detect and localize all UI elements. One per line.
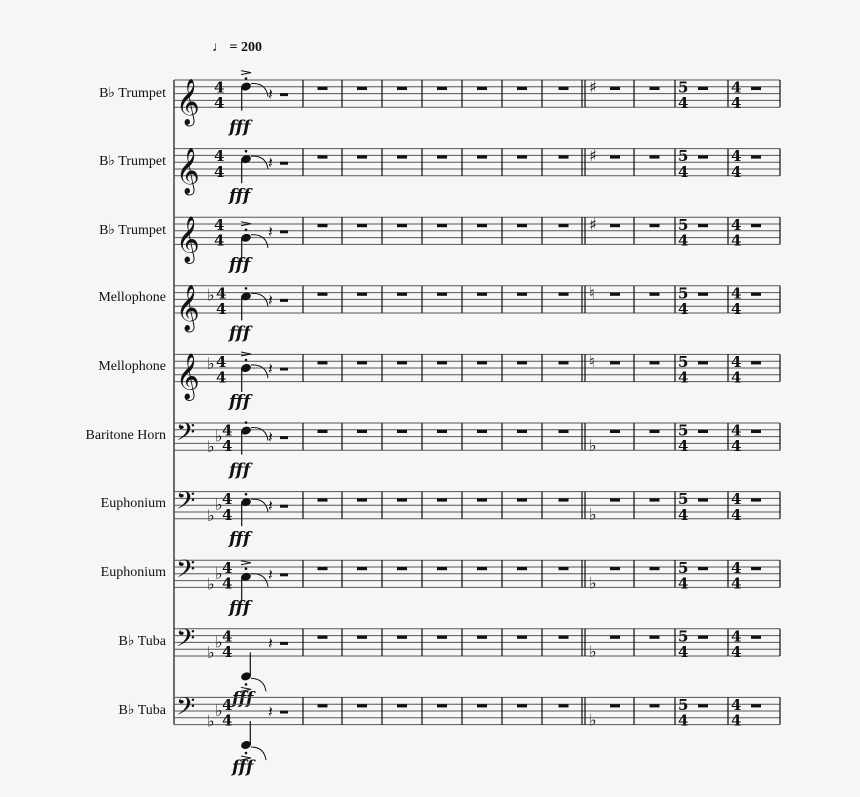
whole-rest	[559, 155, 569, 158]
flat-icon: ♭	[215, 701, 223, 720]
time-signature-bottom: 4	[216, 368, 227, 387]
half-rest	[280, 368, 288, 371]
instrument-label: B♭ Trumpet	[99, 85, 166, 101]
whole-rest	[437, 293, 447, 296]
time-signature-top: 4	[731, 147, 742, 166]
quarter-rest-icon: 𝄽	[268, 564, 273, 584]
whole-rest	[517, 87, 527, 90]
whole-rest	[397, 567, 407, 570]
whole-rest	[698, 430, 708, 433]
time-signature-top: 4	[731, 215, 742, 234]
time-signature-bottom: 4	[214, 162, 225, 181]
whole-rest	[318, 636, 328, 639]
whole-rest	[437, 498, 447, 501]
time-signature-bottom: 4	[731, 300, 742, 318]
time-signature-bottom: 4	[678, 231, 689, 250]
whole-rest	[559, 567, 569, 570]
time-signature-bottom: 4	[678, 711, 689, 730]
treble-clef-icon: 𝄞	[176, 216, 200, 263]
whole-rest	[437, 704, 447, 707]
flat-icon: ♭	[589, 436, 597, 456]
whole-rest	[517, 704, 527, 707]
staff	[174, 697, 780, 760]
treble-clef-icon: 𝄞	[176, 79, 200, 126]
whole-rest	[357, 361, 367, 364]
time-signature-top: 5	[678, 558, 689, 577]
dynamic-marking: fff	[229, 597, 251, 618]
time-signature-bottom: 4	[222, 505, 233, 524]
half-rest	[280, 573, 288, 576]
flat-icon: ♭	[207, 285, 215, 305]
dynamic-marking: fff	[229, 460, 251, 481]
whole-rest	[610, 361, 620, 364]
time-signature-top: 4	[731, 284, 742, 303]
whole-rest	[357, 293, 367, 296]
whole-rest	[698, 293, 708, 296]
flat-icon: ♭	[589, 710, 597, 730]
whole-rest	[318, 87, 328, 90]
half-rest	[280, 642, 288, 645]
time-signature-bottom: 4	[731, 643, 742, 661]
time-signature-top: 5	[678, 490, 689, 509]
fall-off-glissando	[251, 235, 268, 248]
quarter-rest-icon: 𝄽	[268, 427, 273, 447]
whole-rest	[610, 704, 620, 707]
whole-rest	[437, 361, 447, 364]
instrument-label: Mellophone	[98, 359, 166, 374]
instrument-label: Euphonium	[100, 564, 166, 580]
accent-icon	[241, 561, 251, 565]
whole-rest	[318, 224, 328, 227]
staff	[174, 629, 780, 692]
whole-rest	[477, 87, 487, 90]
tempo-marking: ♩ = 200	[212, 40, 262, 55]
time-signature-top: 4	[731, 558, 742, 577]
time-signature-bottom: 4	[222, 643, 233, 661]
whole-rest	[357, 636, 367, 639]
half-rest	[280, 93, 288, 96]
whole-rest	[650, 224, 660, 227]
dynamic-marking: fff	[229, 117, 251, 138]
sharp-icon: ♯	[589, 214, 597, 234]
whole-rest	[559, 430, 569, 433]
treble-clef-icon: 𝄞	[176, 353, 200, 400]
whole-rest	[559, 498, 569, 501]
accent-icon	[241, 71, 251, 75]
flat-icon: ♭	[207, 574, 215, 594]
bass-clef-icon: 𝄢	[176, 623, 196, 659]
instrument-label: Mellophone	[98, 290, 166, 306]
quarter-rest-icon: 𝄽	[268, 84, 273, 104]
whole-rest	[517, 361, 527, 364]
whole-rest	[650, 155, 660, 158]
whole-rest	[650, 704, 660, 707]
whole-rest	[610, 155, 620, 158]
time-signature-bottom: 4	[678, 643, 689, 661]
time-signature-top: 5	[678, 627, 689, 646]
quarter-rest-icon: 𝄽	[268, 359, 273, 378]
fall-off-glissando	[251, 84, 268, 97]
whole-rest	[698, 224, 708, 227]
whole-rest	[437, 224, 447, 227]
whole-rest	[751, 224, 761, 227]
staccato-dot	[245, 287, 248, 290]
natural-icon: ♮	[589, 283, 595, 303]
whole-rest	[698, 704, 708, 707]
staff	[174, 492, 780, 527]
whole-rest	[610, 293, 620, 296]
time-signature-bottom: 4	[678, 94, 689, 113]
time-signature-bottom: 4	[678, 437, 689, 456]
half-rest	[280, 299, 288, 302]
instrument-label: B♭ Trumpet	[99, 222, 166, 238]
flat-icon: ♭	[207, 354, 215, 373]
time-signature-bottom: 4	[222, 574, 233, 593]
whole-rest	[559, 224, 569, 227]
whole-rest	[559, 293, 569, 296]
time-signature-top: 4	[731, 627, 742, 646]
whole-rest	[397, 361, 407, 364]
quarter-rest-icon: 𝄽	[268, 221, 273, 241]
time-signature-bottom: 4	[222, 711, 233, 730]
whole-rest	[650, 87, 660, 90]
time-signature-top: 5	[678, 284, 689, 303]
whole-rest	[559, 636, 569, 639]
time-signature-top: 4	[731, 696, 742, 714]
time-signature-bottom: 4	[731, 437, 742, 456]
flat-icon: ♭	[207, 711, 215, 731]
dynamic-marking: fff	[229, 392, 251, 412]
whole-rest	[751, 293, 761, 296]
whole-rest	[610, 567, 620, 570]
time-signature-top: 5	[678, 147, 689, 166]
time-signature-bottom: 4	[678, 300, 689, 318]
staff	[174, 214, 780, 262]
whole-rest	[397, 224, 407, 227]
whole-rest	[437, 636, 447, 639]
instrument-label: Euphonium	[100, 496, 166, 512]
dynamic-marking: fff	[229, 186, 251, 207]
instrument-label: Baritone Horn	[85, 427, 166, 443]
bass-clef-icon: 𝄢	[176, 486, 196, 522]
whole-rest	[318, 498, 328, 501]
whole-rest	[650, 430, 660, 433]
staccato-dot	[245, 568, 248, 571]
staff	[174, 560, 780, 601]
whole-rest	[477, 704, 487, 707]
whole-rest	[477, 293, 487, 296]
whole-rest	[517, 430, 527, 433]
sharp-icon: ♯	[589, 77, 597, 97]
whole-rest	[650, 498, 660, 501]
treble-clef-icon: 𝄞	[176, 147, 200, 194]
time-signature-top: 4	[731, 421, 742, 440]
time-signature-bottom: 4	[678, 505, 689, 524]
whole-rest	[357, 567, 367, 570]
time-signature-top: 4	[222, 490, 233, 509]
time-signature-bottom: 4	[731, 162, 742, 181]
staff	[174, 286, 780, 321]
flat-icon: ♭	[215, 632, 223, 652]
whole-rest	[397, 704, 407, 707]
time-signature-bottom: 4	[214, 231, 225, 250]
time-signature-bottom: 4	[731, 574, 742, 593]
time-signature-bottom: 4	[731, 94, 742, 113]
whole-rest	[477, 567, 487, 570]
whole-rest	[650, 361, 660, 364]
quarter-rest-icon: 𝄽	[268, 153, 273, 173]
staccato-dot	[245, 359, 248, 362]
flat-icon: ♭	[589, 642, 597, 661]
whole-rest	[698, 636, 708, 639]
sharp-icon: ♯	[589, 146, 597, 166]
whole-rest	[751, 636, 761, 639]
whole-rest	[357, 498, 367, 501]
whole-rest	[397, 636, 407, 639]
whole-rest	[698, 498, 708, 501]
bass-clef-icon: 𝄢	[176, 418, 196, 453]
time-signature-bottom: 4	[731, 711, 742, 730]
whole-rest	[650, 636, 660, 639]
whole-rest	[698, 361, 708, 364]
whole-rest	[437, 567, 447, 570]
time-signature-top: 5	[678, 215, 689, 234]
whole-rest	[610, 498, 620, 501]
dynamic-marking: fff	[232, 689, 254, 709]
whole-rest	[477, 430, 487, 433]
staff	[174, 149, 780, 184]
whole-rest	[437, 155, 447, 158]
whole-rest	[477, 361, 487, 364]
time-signature-bottom: 4	[678, 162, 689, 181]
time-signature-bottom: 4	[678, 574, 689, 593]
quarter-rest-icon: 𝄽	[268, 290, 273, 310]
staccato-dot	[245, 229, 248, 232]
time-signature-top: 4	[214, 147, 225, 166]
whole-rest	[559, 704, 569, 707]
whole-rest	[318, 567, 328, 570]
whole-rest	[517, 567, 527, 570]
treble-clef-icon: 𝄞	[176, 285, 200, 331]
time-signature-top: 4	[222, 558, 233, 577]
time-signature-top: 4	[216, 353, 227, 371]
whole-rest	[698, 87, 708, 90]
time-signature-top: 4	[222, 696, 233, 714]
time-signature-top: 4	[731, 353, 742, 371]
half-rest	[280, 711, 288, 714]
staff	[174, 352, 780, 392]
whole-rest	[357, 224, 367, 227]
whole-rest	[698, 155, 708, 158]
whole-rest	[437, 430, 447, 433]
whole-rest	[751, 155, 761, 158]
staccato-dot	[245, 77, 248, 80]
time-signature-top: 5	[678, 421, 689, 440]
half-rest	[280, 505, 288, 508]
whole-rest	[517, 498, 527, 501]
natural-icon: ♮	[589, 352, 595, 371]
time-signature-top: 4	[731, 490, 742, 509]
time-signature-top: 4	[731, 78, 742, 97]
time-signature-bottom: 4	[731, 505, 742, 524]
whole-rest	[397, 293, 407, 296]
whole-rest	[318, 293, 328, 296]
instrument-label: B♭ Trumpet	[99, 154, 166, 170]
whole-rest	[650, 293, 660, 296]
bass-clef-icon: 𝄢	[176, 692, 196, 728]
flat-icon: ♭	[589, 504, 597, 524]
staff	[174, 71, 780, 111]
quarter-rest-icon: 𝄽	[268, 702, 273, 721]
time-signature-bottom: 4	[216, 300, 227, 318]
whole-rest	[751, 87, 761, 90]
whole-rest	[397, 498, 407, 501]
time-signature-bottom: 4	[731, 231, 742, 250]
flat-icon: ♭	[207, 505, 215, 525]
whole-rest	[357, 87, 367, 90]
whole-rest	[751, 567, 761, 570]
time-signature-bottom: 4	[222, 437, 233, 456]
whole-rest	[610, 87, 620, 90]
whole-rest	[318, 430, 328, 433]
time-signature-top: 5	[678, 696, 689, 714]
staccato-dot	[245, 683, 248, 686]
quarter-rest-icon: 𝄽	[268, 633, 273, 653]
whole-rest	[437, 87, 447, 90]
staff	[174, 421, 780, 457]
time-signature-bottom: 4	[214, 94, 225, 113]
whole-rest	[477, 155, 487, 158]
time-signature-top: 4	[222, 421, 233, 440]
half-rest	[280, 162, 288, 165]
whole-rest	[559, 361, 569, 364]
whole-rest	[517, 636, 527, 639]
whole-rest	[397, 430, 407, 433]
time-signature-bottom: 4	[678, 368, 689, 387]
whole-rest	[357, 430, 367, 433]
whole-rest	[397, 155, 407, 158]
whole-rest	[318, 155, 328, 158]
flat-icon: ♭	[215, 426, 223, 446]
time-signature-top: 4	[214, 215, 225, 234]
whole-rest	[698, 567, 708, 570]
bass-clef-icon: 𝄢	[176, 555, 196, 591]
whole-rest	[517, 293, 527, 296]
time-signature-top: 5	[678, 78, 689, 97]
flat-icon: ♭	[215, 495, 223, 515]
whole-rest	[397, 87, 407, 90]
time-signature-top: 4	[222, 627, 233, 646]
time-signature-top: 4	[216, 284, 227, 303]
whole-rest	[751, 430, 761, 433]
staccato-dot	[245, 421, 248, 424]
half-rest	[280, 230, 288, 233]
whole-rest	[559, 87, 569, 90]
half-rest	[280, 436, 288, 439]
whole-rest	[318, 361, 328, 364]
whole-rest	[357, 155, 367, 158]
whole-rest	[751, 498, 761, 501]
time-signature-bottom: 4	[731, 368, 742, 387]
whole-rest	[517, 155, 527, 158]
time-signature-top: 4	[214, 78, 225, 97]
staccato-dot	[245, 150, 248, 153]
fall-off-glissando	[251, 365, 268, 378]
whole-rest	[650, 567, 660, 570]
whole-rest	[477, 498, 487, 501]
instrument-label: B♭ Tuba	[118, 703, 166, 718]
flat-icon: ♭	[207, 643, 215, 662]
flat-icon: ♭	[589, 573, 597, 593]
whole-rest	[751, 361, 761, 364]
whole-rest	[751, 704, 761, 707]
staccato-dot	[245, 493, 248, 496]
instrument-label: B♭ Tuba	[118, 634, 166, 650]
whole-rest	[610, 224, 620, 227]
whole-rest	[357, 704, 367, 707]
dynamic-marking: fff	[232, 757, 254, 778]
whole-rest	[318, 704, 328, 707]
dynamic-marking: fff	[229, 323, 251, 344]
flat-icon: ♭	[207, 437, 215, 457]
flat-icon: ♭	[215, 563, 223, 583]
dynamic-marking: fff	[229, 254, 251, 275]
whole-rest	[610, 430, 620, 433]
quarter-rest-icon: 𝄽	[268, 496, 273, 516]
dynamic-marking: fff	[229, 529, 251, 550]
whole-rest	[610, 636, 620, 639]
whole-rest	[477, 636, 487, 639]
time-signature-top: 5	[678, 353, 689, 371]
staccato-dot	[245, 752, 248, 755]
whole-rest	[517, 224, 527, 227]
whole-rest	[477, 224, 487, 227]
